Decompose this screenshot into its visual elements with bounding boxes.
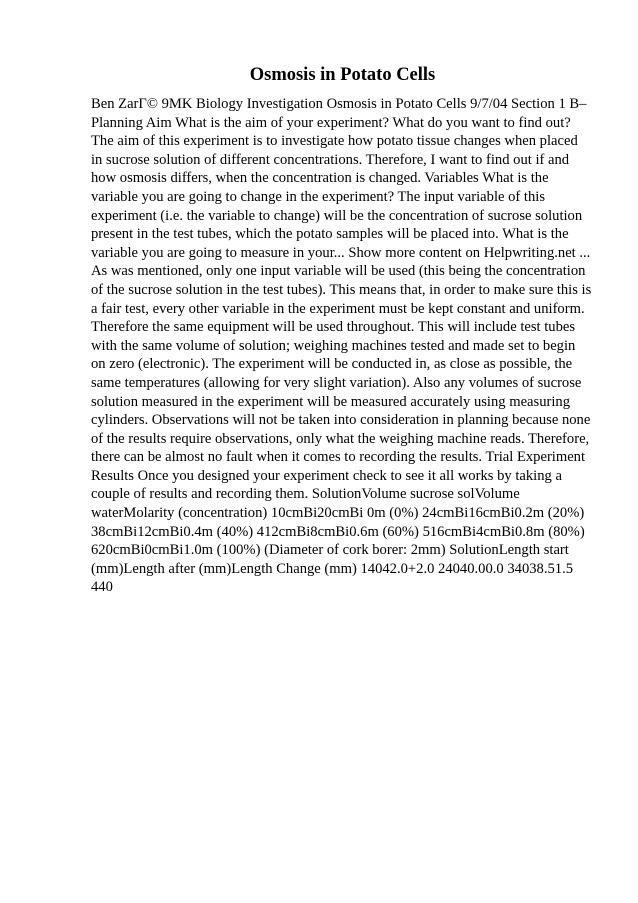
body-line: As was mentioned, only one input variable will be used (this being the concentration: [91, 263, 586, 280]
body-line: of the results require observations, only what the weighing machine reads. Therefore,: [91, 430, 590, 447]
body-line: Therefore the same equipment will be used throughout. This will include test tubes: [91, 319, 576, 336]
document-body: [91, 95, 591, 597]
body-line: variable you are going to change in the experiment? The input variable of this: [91, 188, 546, 205]
body-line: experiment (i.e. the variable to change) will be the concentration of sucrose solution: [91, 207, 583, 224]
body-line: Results Once you designed your experiment check to see it all works by taking a: [91, 467, 562, 484]
body-line: waterMolarity (concentration) 10cmBi20cmBi 0m (0%) 24cmBi16cmBi0.2m (20%): [91, 505, 585, 522]
body-line: 620cmBi0cmBi1.0m (100%) (Diameter of cork borer: 2mm) SolutionLength start: [91, 542, 569, 559]
body-line: how osmosis differs, when the concentration is changed. Variables What is the: [91, 170, 549, 187]
body-line: Ben ZarГ© 9MK Biology Investigation Osmosis in Potato Cells 9/7/04 Section 1 B–: [91, 96, 587, 112]
body-line: Planning Aim What is the aim of your experiment? What do you want to find out?: [91, 114, 571, 131]
body-line: variable you are going to measure in your... Show more content on Helpwriting.net ...: [91, 244, 591, 261]
body-line: cylinders. Observations will not be taken into consideration in planning because none: [91, 412, 591, 429]
body-line: there can be almost no fault when it comes to recording the results. Trial Experiment: [91, 449, 586, 466]
body-line: 440: [91, 579, 113, 596]
body-line: on zero (electronic). The experiment will be conducted in, as close as possible, the: [91, 356, 573, 373]
body-line: solution measured in the experiment will be measured accurately using measuring: [91, 393, 571, 410]
body-line: 38cmBi12cmBi0.4m (40%) 412cmBi8cmBi0.6m (60%) 516cmBi4cmBi0.8m (80%): [91, 523, 585, 540]
body-line: with the same volume of solution; weighing machines tested and made set to begin: [91, 337, 576, 354]
body-line: a fair test, every other variable in the experiment must be kept constant and uniform.: [91, 300, 585, 317]
body-line: present in the test tubes, which the potato samples will be placed into. What is the: [91, 226, 569, 243]
body-line: (mm)Length after (mm)Length Change (mm) 14042.0+2.0 24040.00.0 34038.51.5: [91, 560, 574, 577]
document-title: Osmosis in Potato Cells: [249, 65, 436, 85]
body-line: same temperatures (allowing for very slight variation). Also any volumes of sucrose: [91, 374, 582, 391]
body-line: The aim of this experiment is to investigate how potato tissue changes when placed: [91, 133, 578, 150]
body-line: of the sucrose solution in the test tubes). This means that, in order to make sure this is: [91, 281, 592, 298]
body-line: couple of results and recording them. SolutionVolume sucrose solVolume: [91, 486, 520, 503]
body-line: in sucrose solution of different concentrations. Therefore, I want to find out if and: [91, 151, 570, 168]
